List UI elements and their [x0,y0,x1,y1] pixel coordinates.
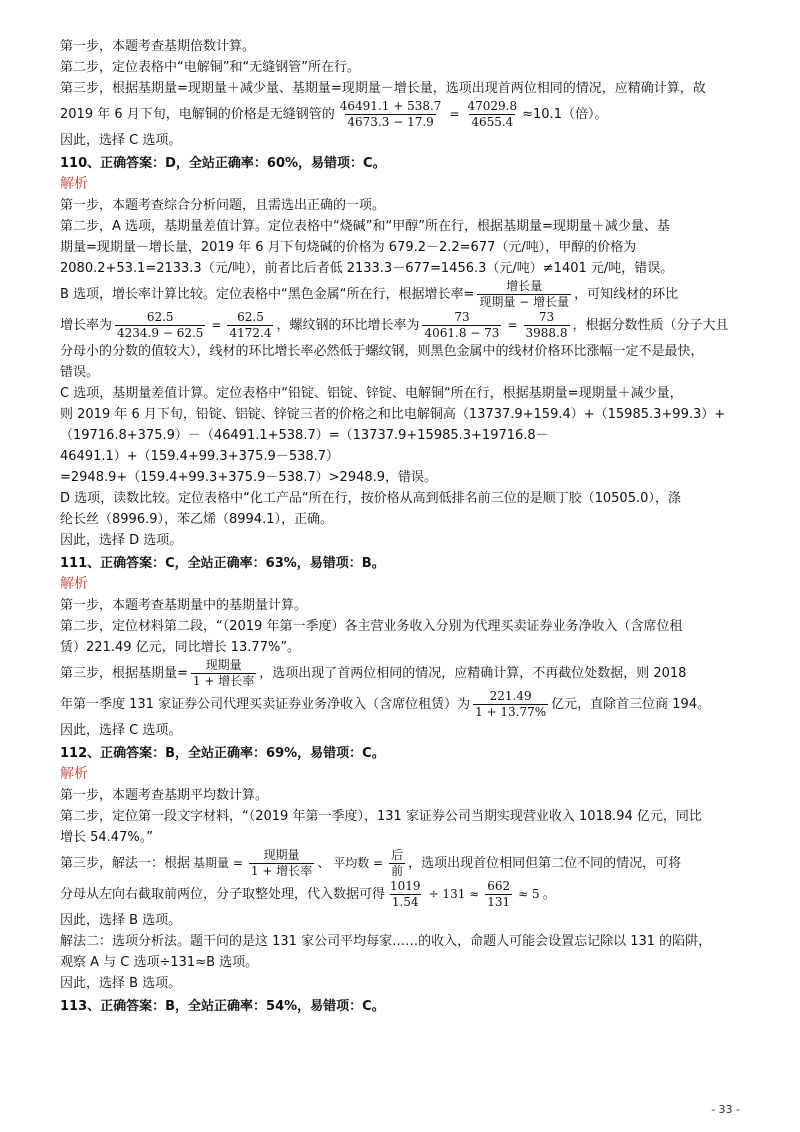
q109-step3b-pre: 2019 年 6 月下旬，电解铜的价格是无缝钢管的 [60,107,335,122]
q111-step2b: 赁）221.49 亿元，同比增长 13.77%”。 [60,640,301,655]
q110-fraction-2: $\frac{62.5}{4172.4}$ [229,310,272,340]
q110-option-c-3: （19716.8+375.9）－（46491.1+538.7）=（13737.9+15985.3+19716.8－46491.1）+（159.4+99.3+375.9－538.7） [60,428,549,464]
q109-fraction-1: $\frac{46491.1 + 538.7}{4673.3 - 17.9}$ [339,99,442,129]
q110-option-b-formula: B 选项，增长率计算比较。定位表格中“黑色金属“所在行，根据增长率= $\frac{\text{增长量}}{\text{现期量 − 增长量}}$ ，可知线材的环比 [60,279,679,309]
q112-step1: 第一步，本题考查基期平均数计算。 [60,788,269,803]
q112-conclusion-1: 因此，选择 B 选项。 [60,913,182,928]
q110-conclusion: 因此，选择 D 选项。 [60,533,183,548]
q111-step1: 第一步，本题考查基期量中的基期量计算。 [60,598,308,613]
q112-average-fraction: $\frac{\text{后}}{\text{前}}$ [391,848,404,878]
q112-value-fraction-2: $\frac{662}{131}$ [487,879,511,909]
q109-step2: 第二步，定位表格中“电解铜”和“无缝钢管”所在行。 [60,60,360,75]
q112-step2b: 增长 54.47%。” [60,830,153,845]
q111-value-fraction: $\frac{221.49}{1 + 13.77\%}$ [475,689,547,719]
q112-step3-formula: 第三步，解法一：根据 基期量 = $\frac{\text{现期量}}{\text{1 + 增长率}}$ 、 平均数 = $\frac{\text{后}}{\text{前}}$ ，选项出现首位相同但第二位不同的情况，可将 [60,848,682,878]
q109-step3: 第三步，根据基期量=现期量＋减少量、基期量=现期量－增长量，选项出现首两位相同的情况，应精确计算，故 [60,81,706,96]
q112-conclusion-2: 因此，选择 B 选项。 [60,976,182,991]
q110-option-a-3: 2080.2+53.1=2133.3（元/吨），前者比后者低 2133.3－677=1456.3（元/吨）≠1401 元/吨，错误。 [60,261,674,276]
q110-step1: 第一步，本题考查综合分析问题，且需选出正确的一项。 [60,198,386,213]
q110-option-b-3: 分母小的分数的值较大），线材的环比增长率必然低于螺纹钢，则黑色金属中的线材价格环比涨幅一定不是最快， [60,344,704,359]
q110-fraction-3: $\frac{73}{4061.8 - 73}$ [424,310,500,340]
q109-conclusion: 因此，选择 C 选项。 [60,133,182,148]
page-number: - 33 - [711,1103,740,1116]
q112-step3-values: 分母从左向右截取前两位，分子取整处理，代入数据可得 $\frac{1019}{1.54}$ ÷ 131 ≈ $\frac{662}{131}$ ≈ 5 。 [60,879,556,909]
q112-method2-a: 解法二：选项分析法。题干问的是这 131 家公司平均每家……的收入，命题人可能会设置忘记除以 131 的陷阱， [60,934,712,949]
q110-option-c-1: C 选项，基期量差值计算。定位表格中“铅锭、铝锭、锌锭、电解铜“所在行，根据基期量=现期量＋减少量， [60,386,683,401]
q111-base-fraction: $\frac{\text{现期量}}{\text{1 + 增长率}}$ [192,658,255,688]
q112-base-fraction: $\frac{\text{现期量}}{\text{1 + 增长率}}$ [250,848,313,878]
q110-option-a-2: 期量=现期量－增长量，2019 年 6 月下旬烧碱的价格为 679.2－2.2=677（元/吨），甲醇的价格为 [60,240,637,255]
q111-analysis-heading: 解析 [60,576,88,592]
q110-analysis-heading: 解析 [60,176,88,192]
q110-fraction-1: $\frac{62.5}{4234.9 - 62.5}$ [117,310,204,340]
q112-method2-b: 观察 A 与 C 选项÷131≈B 选项。 [60,955,259,970]
q110-fraction-4: $\frac{73}{3988.8}$ [525,310,568,340]
q110-option-d-2: 纶长丝（8996.9），苯乙烯（8994.1），正确。 [60,512,333,527]
q113-answer: 113、正确答案：B，全站正确率：54%，易错项：C。 [60,999,385,1014]
q111-step3-formula: 第三步，根据基期量= $\frac{\text{现期量}}{\text{1 + 增长率}}$ ，选项出现了首两位相同的情况，应精确计算，不再截位处数据，则 2018 [60,658,687,688]
q110-option-c-4: =2948.9+（159.4+99.3+375.9－538.7）>2948.9，错误。 [60,470,438,485]
q111-step3-values: 年第一季度 131 家证券公司代理买卖证券业务净收入（含席位租赁）为 $\frac{221.49}{1 + 13.77\%}$ 亿元，直除首三位商 194。 [60,689,711,719]
q109-step1: 第一步，本题考查基期倍数计算。 [60,39,256,54]
q111-conclusion: 因此，选择 C 选项。 [60,723,182,738]
q110-option-d-1: D 选项，读数比较。定位表格中“化工产品“所在行，按价格从高到低排名前三位的是顺丁胶（10505.0），涤 [60,491,681,506]
q110-option-a-1: 第二步，A 选项，基期量差值计算。定位表格中“烧碱”和“甲醇”所在行，根据基期量=现期量＋减少量、基 [60,219,670,234]
q110-option-c-2: 则 2019 年 6 月下旬，铅锭、铝锭、锌锭三者的价格之和比电解铜高（13737.9+159.4）+（15985.3+99.3）+ [60,407,726,422]
q110-option-b-values: 增长率为 $\frac{62.5}{4234.9 - 62.5}$ = $\frac{62.5}{4172.4}$ ，螺纹钢的环比增长率为 $\frac{73}{4061.8 - 73}$ = $\frac{73}{3988.8}$ ，根据分数性质（分子大且 [60,310,729,340]
q112-answer: 112、正确答案：B，全站正确率：69%，易错项：C。 [60,746,385,761]
q109-fraction-2: $\frac{47029.8}{4655.4}$ [467,99,518,129]
q110-growth-rate-fraction: $\frac{\text{增长量}}{\text{现期量 − 增长量}}$ [479,279,570,309]
q109-formula-line: 2019 年 6 月下旬，电解铜的价格是无缝钢管的 $\frac{46491.1 + 538.7}{4673.3 - 17.9}$ = $\frac{47029.8}{4655.4}$ ≈10.1（倍）。 [60,99,608,129]
q111-answer: 111、正确答案：C，全站正确率：63%，易错项：B。 [60,556,385,571]
q112-analysis-heading: 解析 [60,766,88,782]
q110-answer: 110、正确答案：D，全站正确率：60%，易错项：C。 [60,156,386,171]
q109-step3b-post: ≈10.1（倍）。 [522,107,608,122]
q110-option-b-4: 错误。 [60,365,100,380]
q112-value-fraction-1: $\frac{1019}{1.54}$ [390,879,421,909]
q112-step2a: 第二步，定位第一段文字材料，“（2019 年第一季度），131 家证券公司当期实现营业收入 1018.94 亿元，同比 [60,809,702,824]
q111-step2a: 第二步，定位材料第二段，“（2019 年第一季度）各主营业务收入分别为代理买卖证券业务净收入（含席位租 [60,619,683,634]
